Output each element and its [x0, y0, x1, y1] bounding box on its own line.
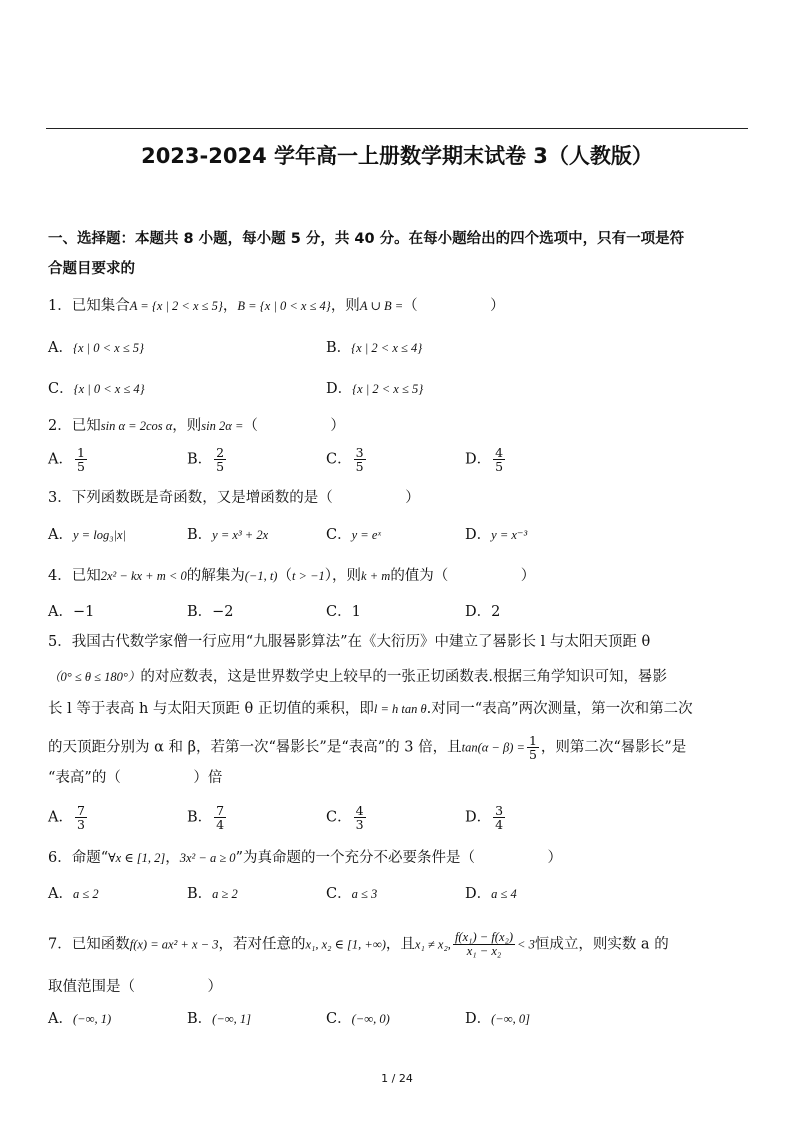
fraction: $\frac{1}{5}$ — [528, 733, 537, 762]
question-5-line3: 长 l 等于表高 h 与太阳天顶距 θ 正切值的乘积，即l = h tan θ.对同一“表高”两次测量，第一次和第二次 — [48, 701, 693, 717]
q6-option-b[interactable]: B．a ≥ 2 — [187, 886, 238, 902]
fraction: $\frac{3}{4}$ — [495, 803, 504, 832]
q1-option-c[interactable]: C．{x | 0 < x ≤ 4} — [48, 381, 145, 397]
q5-option-c[interactable]: C． $\frac{4}{3}$ — [326, 803, 364, 832]
q3-option-b[interactable]: B．y = x³ + 2x — [187, 527, 269, 543]
q1-option-a[interactable]: A．{x | 0 < x ≤ 5} — [48, 340, 145, 356]
header-rule — [46, 128, 748, 129]
section-heading-line1: 一、选择题：本题共 8 小题，每小题 5 分，共 40 分。在每小题给出的四个选项中，只有一项是符 — [48, 231, 685, 247]
question-7-stem: 7．已知函数f(x) = ax² + x − 3，若对任意的x₁, x₂ ∈ [1, +∞)，且x₁ ≠ x₂, $\frac{\text{f(x₁) − f(x₂)}}{\text{x₁ − x₂}}$ < 3恒成立，则实数 a 的 — [48, 930, 669, 958]
q4-option-d[interactable]: D．2 — [465, 604, 501, 620]
fraction: $\frac{2}{5}$ — [216, 445, 225, 474]
q4-option-b[interactable]: B．−2 — [187, 604, 234, 620]
q5-option-a[interactable]: A． $\frac{7}{3}$ — [48, 803, 85, 832]
set-b: B = {x | 0 < x ≤ 4} — [237, 299, 331, 313]
fraction: $\frac{7}{3}$ — [76, 803, 85, 832]
q2-option-b[interactable]: B． $\frac{2}{5}$ — [187, 445, 225, 474]
q2-option-c[interactable]: C． $\frac{3}{5}$ — [326, 445, 364, 474]
q1-option-b[interactable]: B．{x | 2 < x ≤ 4} — [326, 340, 423, 356]
fraction: $\frac{3}{5}$ — [355, 445, 364, 474]
q1-option-d[interactable]: D．{x | 2 < x ≤ 5} — [326, 381, 424, 397]
question-5-line5: “表高”的（ ）倍 — [48, 770, 223, 786]
q7-option-a[interactable]: A．(−∞, 1) — [48, 1011, 112, 1027]
q6-option-d[interactable]: D．a ≤ 4 — [465, 886, 517, 902]
fraction: $\frac{\text{f(x₁) − f(x₂)}}{\text{x₁ − x₂}}$ — [454, 930, 514, 958]
q7-option-c[interactable]: C．(−∞, 0) — [326, 1011, 390, 1027]
fraction: $\frac{1}{5}$ — [76, 445, 85, 474]
fraction: $\frac{7}{4}$ — [216, 803, 225, 832]
page-number: 1 / 24 — [381, 1072, 413, 1085]
question-3-stem: 3．下列函数既是奇函数，又是增函数的是（ ） — [48, 490, 420, 506]
q2-option-d[interactable]: D． $\frac{4}{5}$ — [465, 445, 504, 474]
q5-option-d[interactable]: D． $\frac{3}{4}$ — [465, 803, 504, 832]
q7-option-d[interactable]: D．(−∞, 0] — [465, 1011, 531, 1027]
question-2-stem: 2．已知sin α = 2cos α，则sin 2α =（ ） — [48, 418, 345, 434]
q6-option-c[interactable]: C．a ≤ 3 — [326, 886, 378, 902]
question-6-stem: 6．命题“∀x ∈ [1, 2]，3x² − a ≥ 0”为真命题的一个充分不必要条件是（ ） — [48, 850, 562, 866]
q3-option-a[interactable]: A．y = log₃|x| — [48, 527, 126, 543]
q4-option-a[interactable]: A．−1 — [48, 604, 95, 620]
fraction: $\frac{4}{3}$ — [355, 803, 364, 832]
q3-option-d[interactable]: D．y = x⁻³ — [465, 527, 528, 543]
set-a: A = {x | 2 < x ≤ 5} — [129, 299, 223, 313]
page-title: 2023-2024 学年高一上册数学期末试卷 3（人教版） — [141, 144, 653, 168]
q4-option-c[interactable]: C．1 — [326, 604, 361, 620]
q3-option-c[interactable]: C．y = eˣ — [326, 527, 381, 543]
q7-option-b[interactable]: B．(−∞, 1] — [187, 1011, 252, 1027]
fraction: $\frac{4}{5}$ — [495, 445, 504, 474]
section-heading-line2: 合题目要求的 — [48, 261, 135, 277]
question-5-line4: 的天顶距分别为 α 和 β，若第一次“晷影长”是“表高”的 3 倍，且tan(α − β) = $\frac{1}{5}$ ，则第二次“晷影长”是 — [48, 733, 687, 762]
q5-option-b[interactable]: B． $\frac{7}{4}$ — [187, 803, 225, 832]
q6-option-a[interactable]: A．a ≤ 2 — [48, 886, 99, 902]
question-7-line2: 取值范围是（ ） — [48, 979, 222, 995]
question-1-stem: 1．已知集合A = {x | 2 < x ≤ 5}，B = {x | 0 < x ≤ 4}，则A ∪ B =（ ） — [48, 298, 505, 314]
question-5-line1: 5．我国古代数学家僧一行应用“九服晷影算法”在《大衍历》中建立了晷影长 l 与太阳天顶距 θ — [48, 634, 651, 650]
question-4-stem: 4．已知2x² − kx + m < 0的解集为(−1, t)（t > −1），则k + m的值为（ ） — [48, 568, 536, 584]
question-5-line2: （0° ≤ θ ≤ 180°）的对应数表，这是世界数学史上较早的一张正切函数表.根据三角学知识可知，晷影 — [48, 669, 667, 685]
q2-option-a[interactable]: A． $\frac{1}{5}$ — [48, 445, 85, 474]
